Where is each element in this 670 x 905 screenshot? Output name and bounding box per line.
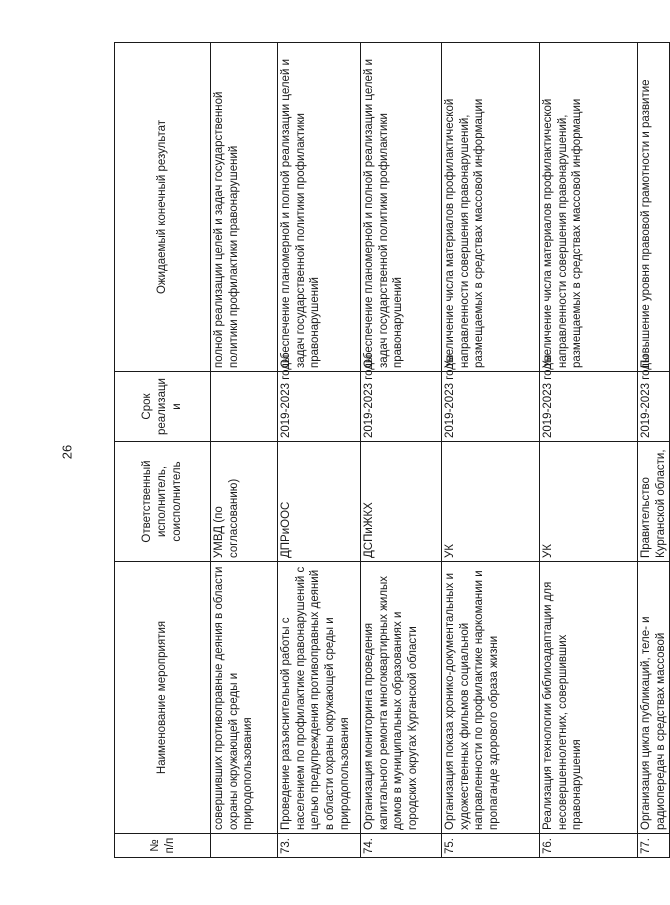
row-executor: ДПРиООС xyxy=(278,442,361,562)
row-result: Повышение уровня правовой грамотности и развитие xyxy=(638,43,670,372)
row-executor: УК xyxy=(442,442,540,562)
row-num: 75. xyxy=(442,834,540,858)
header-num: № п/п xyxy=(115,834,211,858)
row-term: 2019-2023 годы xyxy=(361,372,442,442)
row-result: Обеспечение планомерной и полной реализации целей и задач государственной политики профилактики правонарушений xyxy=(278,43,361,372)
header-executor: Ответственный исполнитель, соисполнитель xyxy=(115,442,211,562)
row-num: 76. xyxy=(540,834,638,858)
row-name: Организация мониторинга проведения капитального ремонта многоквартирных жилых домов в муниципальных образованиях и городских округах Курганской области xyxy=(361,562,442,834)
row-term: 2019-2023 годы xyxy=(540,372,638,442)
header-name: Наименование мероприятия xyxy=(115,562,211,834)
row-term xyxy=(211,372,278,442)
row-term: 2019-2023 годы xyxy=(442,372,540,442)
table-row xyxy=(278,43,361,858)
row-executor: УК xyxy=(540,442,638,562)
table-header-row xyxy=(115,43,211,858)
row-num: 77. xyxy=(638,834,670,858)
table-row xyxy=(211,43,278,858)
row-num xyxy=(211,834,278,858)
row-result: полной реализации целей и задач государственной политики профилактики правонарушений xyxy=(211,43,278,372)
row-executor: Правительство Курганской области, xyxy=(638,442,670,562)
row-name: Реализация технологии библиоадаптации для несовершеннолетних, совершивших правонарушения xyxy=(540,562,638,834)
table-row xyxy=(442,43,540,858)
row-result: Увеличение числа материалов профилактической направленности совершения правонарушений, размещаемых в средствах массовой информации xyxy=(442,43,540,372)
row-result: Обеспечение планомерной и полной реализации целей и задач государственной политики профилактики правонарушений xyxy=(361,43,442,372)
row-executor: УМВД (по согласованию) xyxy=(211,442,278,562)
row-name: Проведение разъяснительной работы с населением по профилактике правонарушений с целью предупреждения противоправных деяний в области охраны окружающей среды и природопользования xyxy=(278,562,361,834)
rotated-page-content xyxy=(114,43,667,858)
header-result: Ожидаемый конечный результат xyxy=(115,43,211,372)
header-term: Срок реализации xyxy=(115,372,211,442)
row-term: 2019-2023 годы xyxy=(278,372,361,442)
row-name: Организация показа хронико-документальных и художественных фильмов социальной направленности по профилактике наркомании и пропаганде здорового образа жизни xyxy=(442,562,540,834)
table-row xyxy=(540,43,638,858)
table-row xyxy=(361,43,442,858)
page-number: 26 xyxy=(59,444,75,460)
row-name: совершивших противоправные деяния в области охраны окружающей среды и природопользования xyxy=(211,562,278,834)
row-result: Увеличение числа материалов профилактической направленности совершения правонарушений, размещаемых в средствах массовой информации xyxy=(540,43,638,372)
measures-table xyxy=(114,42,670,858)
row-term: 2019-2023 годы xyxy=(638,372,670,442)
table-row xyxy=(638,43,670,858)
row-num: 74. xyxy=(361,834,442,858)
row-executor: ДСПиЖКХ xyxy=(361,442,442,562)
row-name: Организация цикла публикаций, теле- и радиопередач в средствах массовой xyxy=(638,562,670,834)
row-num: 73. xyxy=(278,834,361,858)
